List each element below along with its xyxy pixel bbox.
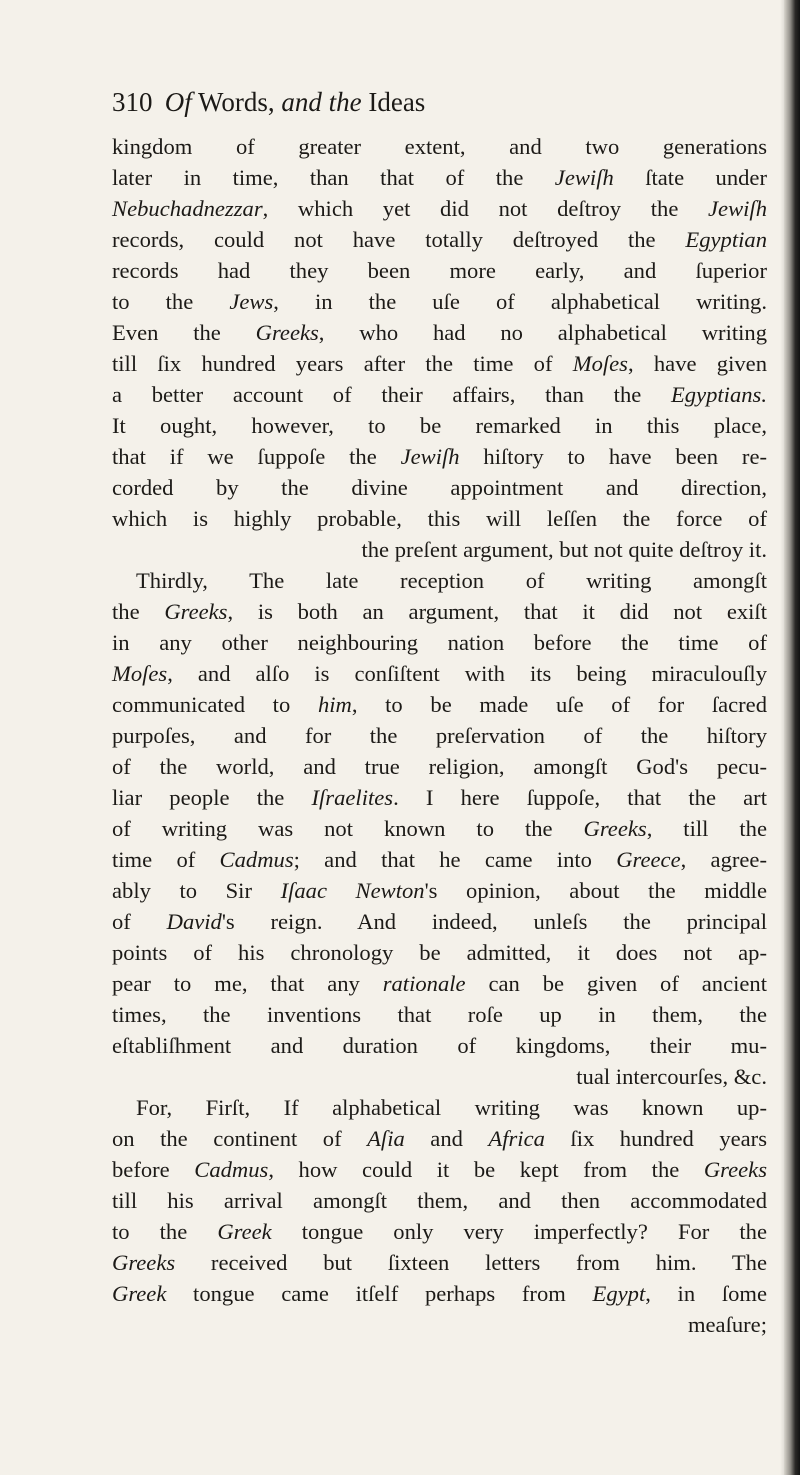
text-line xyxy=(112,937,767,968)
text-segment: till his arrival amongſt them, and then accommodated xyxy=(112,1188,767,1213)
italic-text: Moſes xyxy=(112,661,168,686)
text-segment: to the xyxy=(112,1219,218,1244)
italic-text: Jewiſh xyxy=(400,444,460,469)
text-segment: to the xyxy=(112,289,230,314)
text-line xyxy=(112,1185,767,1216)
italic-text: Jewiſh xyxy=(708,196,767,221)
text-segment: 's reign. And indeed, unleſs the principal xyxy=(221,909,767,934)
text-segment: . I here ſuppoſe, that the art xyxy=(393,785,767,810)
italic-text: rationale xyxy=(382,971,466,996)
italic-text: Iſaac Newton xyxy=(280,878,425,903)
running-head-title xyxy=(165,82,426,122)
italic-text: Iſraelites xyxy=(311,785,394,810)
text-line xyxy=(112,472,767,503)
running-head-segment: Words, xyxy=(191,87,282,117)
text-line xyxy=(112,503,767,534)
text-segment: received but ſixteen letters from him. The xyxy=(175,1250,767,1275)
text-segment: in any other neighbouring nation before the time of xyxy=(112,630,767,655)
text-segment: till ſix hundred years after the time of xyxy=(112,351,573,376)
text-segment: liar people the xyxy=(112,785,312,810)
text-segment: hiſtory to have been re- xyxy=(459,444,767,469)
text-segment: , in the uſe of alphabetical writing. xyxy=(273,289,767,314)
text-segment: , and alſo is conſiſtent with its being miraculouſly xyxy=(167,661,767,686)
text-segment: ſtate under xyxy=(613,165,767,190)
text-line xyxy=(112,410,767,441)
text-segment: tongue came itſelf perhaps from xyxy=(166,1281,593,1306)
text-segment: ſix hundred years xyxy=(544,1126,767,1151)
text-segment: records, could not have totally deſtroyed the xyxy=(112,227,686,252)
text-line xyxy=(112,875,767,906)
text-line xyxy=(112,193,767,224)
italic-text: Jewiſh xyxy=(554,165,614,190)
text-line xyxy=(112,782,767,813)
italic-text: Jews xyxy=(229,289,274,314)
text-line xyxy=(112,627,767,658)
text-segment: before xyxy=(112,1157,195,1182)
running-head-segment: Ideas xyxy=(361,87,426,117)
italic-text: Egyptian xyxy=(685,227,767,252)
text-line xyxy=(112,1092,767,1123)
italic-text: Greek xyxy=(217,1219,272,1244)
text-line xyxy=(112,348,767,379)
text-segment: , which yet did not deſtroy the xyxy=(262,196,709,221)
text-line xyxy=(112,844,767,875)
text-line xyxy=(112,1309,767,1340)
text-segment: kingdom of greater extent, and two generations xyxy=(112,134,767,159)
text-segment: a better account of their affairs, than the xyxy=(112,382,671,407)
text-segment: ; and that he came into xyxy=(293,847,617,872)
text-line xyxy=(112,534,767,565)
text-segment: , who had no alphabetical writing xyxy=(318,320,767,345)
text-segment: 's opinion, about the middle xyxy=(424,878,767,903)
text-line xyxy=(112,1061,767,1092)
italic-text: him xyxy=(317,692,352,717)
text-segment: pear to me, that any xyxy=(112,971,383,996)
italic-text: Greece xyxy=(616,847,681,872)
text-line xyxy=(112,968,767,999)
running-header xyxy=(112,82,772,122)
text-line xyxy=(112,286,767,317)
text-line xyxy=(112,596,767,627)
text-line xyxy=(112,1247,767,1278)
text-line xyxy=(112,751,767,782)
text-segment: corded by the divine appointment and direction, xyxy=(112,475,767,500)
italic-text: Egypt xyxy=(592,1281,646,1306)
italic-text: David xyxy=(166,909,222,934)
italic-text: Cadmus xyxy=(219,847,294,872)
text-segment: For, Firſt, If alphabetical writing was known up- xyxy=(136,1095,767,1120)
text-segment: communicated to xyxy=(112,692,318,717)
italic-text: Africa xyxy=(488,1126,545,1151)
text-segment: points of his chronology be admitted, it does not ap- xyxy=(112,940,767,965)
italic-text: Greeks xyxy=(255,320,319,345)
text-segment: , how could it be kept from the xyxy=(268,1157,704,1182)
text-segment: Thirdly, The late reception of writing amongſt xyxy=(136,568,767,593)
text-segment: , in ſome xyxy=(645,1281,768,1306)
text-segment: , have given xyxy=(627,351,767,376)
text-line xyxy=(112,1216,767,1247)
text-segment: tual intercourſes, &c. xyxy=(576,1064,767,1089)
text-segment: eſtabliſhment and duration of kingdoms, their mu- xyxy=(112,1033,767,1058)
text-line xyxy=(112,162,767,193)
text-segment: It ought, however, to be remarked in this place, xyxy=(112,413,767,438)
italic-text: Nebuchadnezzar xyxy=(112,196,263,221)
text-line xyxy=(112,813,767,844)
text-line xyxy=(112,906,767,937)
text-line xyxy=(112,658,767,689)
text-segment: can be given of ancient xyxy=(465,971,767,996)
text-segment: and xyxy=(404,1126,489,1151)
text-segment: time of xyxy=(112,847,220,872)
text-line xyxy=(112,565,767,596)
text-segment: , to be made uſe of for ſacred xyxy=(351,692,767,717)
italic-text: Greeks xyxy=(112,1250,176,1275)
body-text xyxy=(112,131,767,1340)
italic-text: Aſia xyxy=(367,1126,405,1151)
italic-text: Moſes xyxy=(572,351,628,376)
text-segment: Even the xyxy=(112,320,256,345)
text-segment: times, the inventions that roſe up in them, the xyxy=(112,1002,767,1027)
text-segment: which is highly probable, this will leſſen the force of xyxy=(112,506,767,531)
text-segment: purpoſes, and for the preſervation of the hiſtory xyxy=(112,723,767,748)
italic-text: Greek xyxy=(112,1281,167,1306)
text-segment: of the world, and true religion, amongſt God's pecu- xyxy=(112,754,767,779)
text-segment: records had they been more early, and ſuperior xyxy=(112,258,767,283)
text-segment: later in time, than that of the xyxy=(112,165,555,190)
text-segment: of xyxy=(112,909,167,934)
italic-text: Cadmus xyxy=(194,1157,269,1182)
text-line xyxy=(112,441,767,472)
text-line xyxy=(112,131,767,162)
text-line xyxy=(112,720,767,751)
text-segment: , is both an argument, that it did not exiſt xyxy=(227,599,767,624)
text-segment: on the continent of xyxy=(112,1126,368,1151)
text-line xyxy=(112,689,767,720)
text-segment: tongue only very imperfectly? For the xyxy=(271,1219,767,1244)
text-segment: , agree- xyxy=(680,847,767,872)
text-segment: of writing was not known to the xyxy=(112,816,584,841)
text-line xyxy=(112,1123,767,1154)
text-segment: ably to Sir xyxy=(112,878,281,903)
running-head-segment: and the xyxy=(281,87,362,117)
italic-text: Egyptians. xyxy=(670,382,767,407)
text-segment: , till the xyxy=(646,816,767,841)
italic-text: Greeks xyxy=(164,599,228,624)
text-segment: meaſure; xyxy=(687,1312,767,1337)
page-number: 310 xyxy=(112,87,153,117)
text-line xyxy=(112,1154,767,1185)
text-line xyxy=(112,255,767,286)
text-line xyxy=(112,1278,767,1309)
text-line xyxy=(112,1030,767,1061)
text-segment: that if we ſuppoſe the xyxy=(112,444,401,469)
running-head-segment: Of xyxy=(164,87,192,117)
text-line xyxy=(112,379,767,410)
text-segment: the xyxy=(112,599,165,624)
page-edge xyxy=(784,0,800,1475)
text-segment: the preſent argument, but not quite deſtroy it. xyxy=(361,537,767,562)
text-line xyxy=(112,317,767,348)
text-line xyxy=(112,999,767,1030)
italic-text: Greeks xyxy=(583,816,647,841)
italic-text: Greeks xyxy=(703,1157,767,1182)
text-line xyxy=(112,224,767,255)
